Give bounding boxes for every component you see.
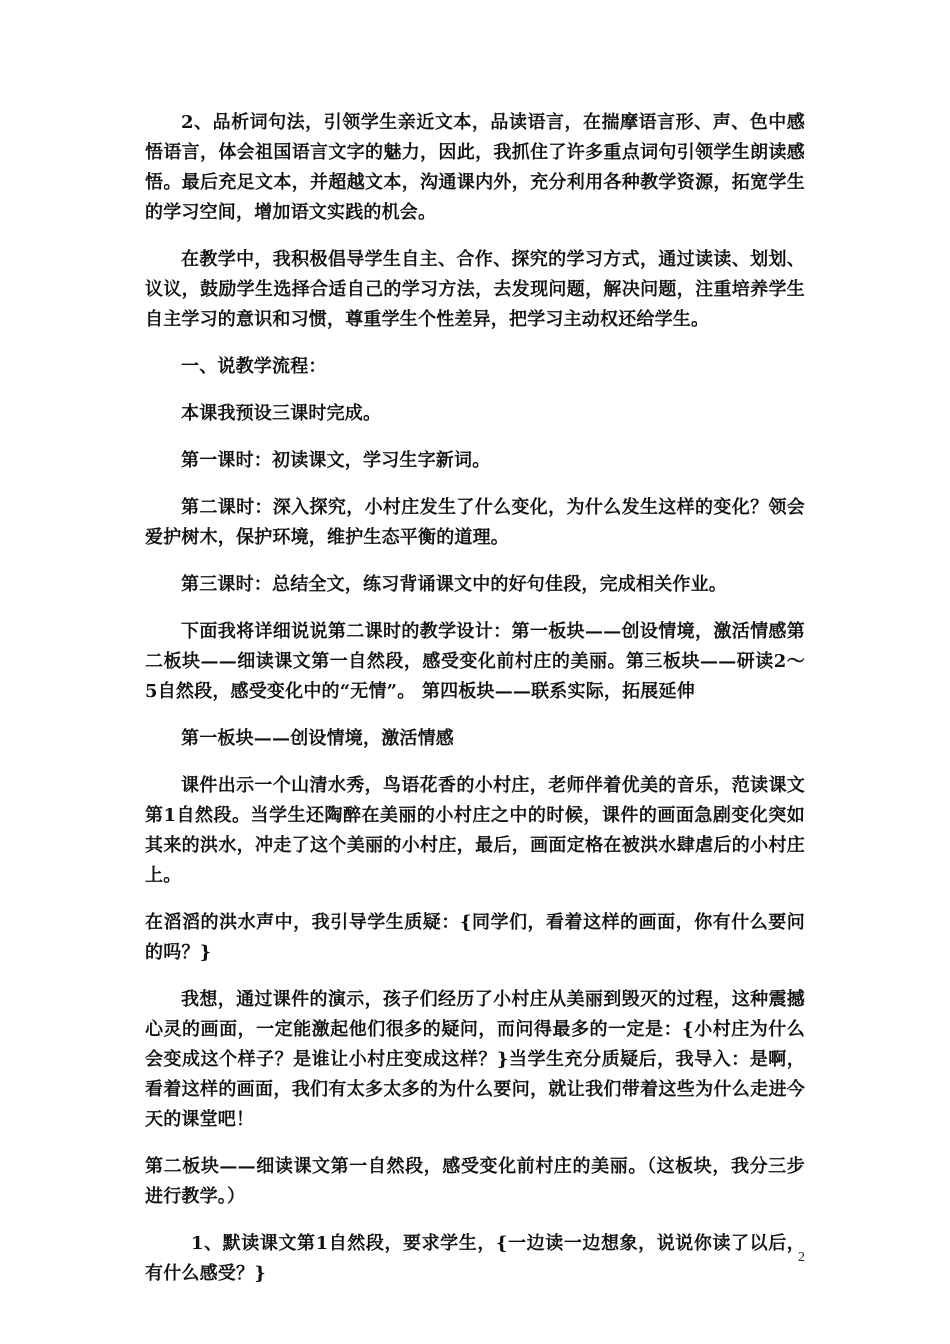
paragraph-courseware: 课件出示一个山清水秀，鸟语花香的小村庄，老师伴着优美的音乐，范读课文第1自然段。当学生还陶醉在美丽的小村庄之中的时候，课件的画面急剧变化突如其来的洪水，冲走了这个美丽的小村庄，最后，画面定格在被洪水肆虐后的小村庄上。 (145, 775, 805, 886)
paragraph-design-overview: 下面我将详细说说第二课时的教学设计：第一板块——创设情境，激活情感第二板块——细读课文第一自然段，感受变化前村庄的美丽。第三板块——研读2～5自然段，感受变化中的“无情”。 第四板块——联系实际，拓展延伸 (145, 621, 805, 702)
paragraph-lesson-three: 第三课时：总结全文，练习背诵课文中的好句佳段，完成相关作业。 (181, 574, 727, 595)
block-two-heading: 第二板块——细读课文第一自然段，感受变化前村庄的美丽。（这板块，我分三步进行教学。） (145, 1156, 805, 1207)
body-text (145, 108, 805, 1306)
paragraph-lesson-two: 第二课时：深入探究，小村庄发生了什么变化，为什么发生这样的变化？领会爱护树木，保护环境，维护生态平衡的道理。 (145, 497, 805, 548)
paragraph-word-analysis: 2、品析词句法，引领学生亲近文本，品读语言，在揣摩语言形、声、色中感悟语言，体会祖国语言文字的魅力，因此，我抓住了许多重点词句引领学生朗读感悟。最后充足文本，并超越文本，沟通课内外，充分利用各种教学资源，拓宽学生的学习空间，增加语文实践的机会。 (145, 112, 805, 223)
paragraph-reflection: 我想，通过课件的演示，孩子们经历了小村庄从美丽到毁灭的过程，这种震撼心灵的画面，一定能激起他们很多的疑问，而问得最多的一定是：{小村庄为什么会变成这个样子？是谁让小村庄变成这样？}当学生充分质疑后，我导入：是啊，看着这样的画面，我们有太多太多的为什么要问，就让我们带着这些为什么走进今天的课堂吧！ (145, 989, 805, 1130)
paragraph-step-one: 1、默读课文第1自然段，要求学生，{一边读一边想象，说说你读了以后，有什么感受？} (145, 1233, 805, 1284)
paragraph-learning-approach: 在教学中，我积极倡导学生自主、合作、探究的学习方式，通过读读、划划、议议，鼓励学生选择合适自己的学习方法，去发现问题，解决问题，注重培养学生自主学习的意识和习惯，尊重学生个性差异，把学习主动权还给学生。 (145, 249, 805, 330)
paragraph-three-lessons: 本课我预设三课时完成。 (181, 403, 382, 424)
paragraph-lesson-one: 第一课时：初读课文，学习生字新词。 (181, 450, 491, 471)
block-one-heading: 第一板块——创设情境，激活情感 (181, 728, 454, 749)
section-heading-teaching-flow: 一、说教学流程： (181, 356, 327, 377)
page-number: 2 (798, 1250, 805, 1265)
paragraph-questioning: 在滔滔的洪水声中，我引导学生质疑：{同学们，看着这样的画面，你有什么要问的吗？} (145, 912, 805, 963)
